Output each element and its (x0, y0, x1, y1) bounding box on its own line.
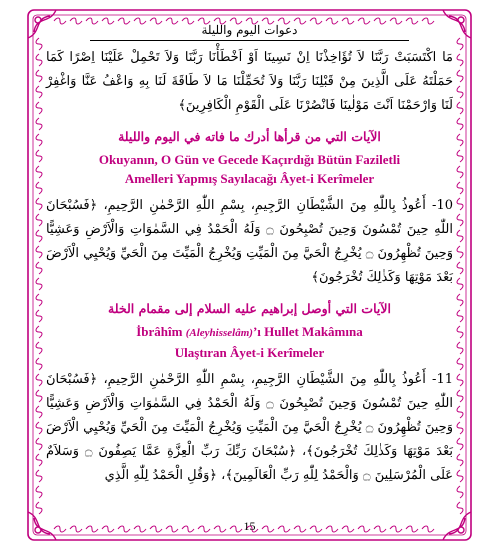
frame-scroll-ornament (36, 310, 42, 322)
frame-scroll-ornament (457, 54, 463, 66)
frame-scroll-ornament (457, 38, 463, 50)
section1-turkish-heading-line1: Okuyanın, O Gün ve Gecede Kaçırdığı Bütün Faziletli (98, 152, 401, 167)
frame-scroll-ornament (36, 214, 42, 226)
frame-scroll-ornament (36, 118, 42, 130)
frame-scroll-ornament (457, 182, 463, 194)
frame-scroll-ornament (36, 182, 42, 194)
page-header (90, 22, 409, 41)
frame-scroll-ornament (457, 70, 463, 82)
frame-scroll-ornament (457, 470, 463, 482)
frame-scroll-ornament (457, 486, 463, 498)
frame-scroll-ornament (457, 342, 463, 354)
frame-scroll-ornament (36, 150, 42, 162)
frame-scroll-ornament (457, 358, 463, 370)
frame-scroll-ornament (36, 294, 42, 306)
section2-turkish-heading-line1 (46, 322, 453, 343)
frame-scroll-ornament (36, 342, 42, 354)
section1-turkish-heading (46, 150, 453, 188)
section2-turkish-heading-line2: Ulaştıran Âyet-i Kerîmeler (174, 345, 325, 360)
frame-scroll-ornament (36, 406, 42, 418)
frame-scroll-ornament (457, 118, 463, 130)
frame-scroll-ornament (457, 374, 463, 386)
frame-scroll-ornament (457, 198, 463, 210)
frame-scroll-ornament (36, 374, 42, 386)
frame-scroll-ornament (36, 358, 42, 370)
frame-scroll-ornament (457, 502, 463, 514)
section2-arabic-body: 11- أَعُوذُ بِاللّٰهِ مِنَ الشَّيْطَانِ الرَّجِيمِ، بِسْمِ اللّٰهِ الرَّحْمٰنِ الرَّحِيمِ، ﴿فَسُبْحَانَ اللّٰهِ حِينَ تُمْسُونَ وَحِينَ تُصْبِحُونَ ۝ وَلَهُ الْحَمْدُ فِي السَّمٰوَاتِ وَالْاَرْضِ وَعَشِيًّا وَحِينَ تُظْهِرُونَ ۝ يُخْرِجُ الْحَيَّ مِنَ الْمَيِّتِ وَيُخْرِجُ الْمَيِّتَ مِنَ الْحَيِّ وَيُحْيِي الْاَرْضَ بَعْدَ مَوْتِهَا وَكَذٰلِكَ تُخْرَجُونَ﴾، ﴿سُبْحَانَ رَبِّكَ رَبِّ الْعِزَّةِ عَمَّا يَصِفُونَ ۝ وَسَلاَمٌ عَلَى الْمُرْسَلِينَ ۝ وَالْحَمْدُ لِلّٰهِ رَبِّ الْعَالَمِينَ﴾، ﴿وَقُلِ الْحَمْدُ لِلّٰهِ الَّذِي (46, 372, 454, 483)
heading-honorific: (Aleyhisselâm) (185, 327, 253, 339)
section2-turkish-heading (46, 322, 453, 362)
frame-scroll-ornament (36, 198, 42, 210)
frame-scroll-ornament (36, 230, 42, 242)
heading-name: İbrâhîm (136, 324, 183, 339)
frame-scroll-ornament (36, 262, 42, 274)
page-number: 15 (243, 519, 256, 533)
frame-scroll-ornament (457, 230, 463, 242)
intro-arabic-text: مَا اكْتَسَبَتْ رَبَّنَا لاَ تُؤَاخِذْنَا اِنْ نَسِينَا اَوْ اَخْطَأْنَا رَبَّنَا وَلاَ تَحْمِلْ عَلَيْنَا اِصْرًا كَمَا حَمَلْتَهُ عَلَى الَّذِينَ مِنْ قَبْلِنَا رَبَّنَا وَلاَ تُحَمِّلْنَا مَا لاَ طَاقَةَ لَنَا بِهِ وَاعْفُ عَنَّا وَاغْفِرْ لَنَا وَارْحَمْنَا اَنْتَ مَوْلٰينَا فَانْصُرْنَا عَلَى الْقَوْمِ الْكَافِرِينَ﴾ (46, 50, 453, 113)
section1-turkish-heading-line2: Amelleri Yapmış Sayılacağı Âyet-i Kerîmeler (124, 171, 375, 186)
frame-scroll-ornament (36, 86, 42, 98)
frame-scroll-ornament (36, 502, 42, 514)
frame-scroll-ornament (36, 166, 42, 178)
frame-scroll-ornament (457, 134, 463, 146)
frame-scroll-ornament (36, 102, 42, 114)
frame-scroll-ornament (422, 18, 434, 24)
frame-scroll-ornament (36, 134, 42, 146)
frame-scroll-ornament (457, 406, 463, 418)
frame-scroll-ornament (36, 486, 42, 498)
frame-scroll-ornament (36, 38, 42, 50)
frame-scroll-ornament (36, 470, 42, 482)
corner-flourish (28, 10, 56, 38)
frame-scroll-ornament (457, 294, 463, 306)
frame-scroll-ornament (457, 102, 463, 114)
frame-scroll-ornament (457, 422, 463, 434)
frame-scroll-ornament (457, 262, 463, 274)
frame-scroll-ornament (36, 326, 42, 338)
frame-scroll-ornament (457, 326, 463, 338)
frame-scroll-ornament (36, 422, 42, 434)
corner-flourish (443, 10, 471, 38)
frame-scroll-ornament (457, 166, 463, 178)
frame-scroll-ornament (36, 438, 42, 450)
page-content (46, 46, 453, 488)
heading-rest: ’ı Hullet Makâmına (252, 324, 363, 339)
frame-scroll-ornament (457, 438, 463, 450)
frame-scroll-ornament (70, 18, 82, 24)
header-title: دعوات اليوم والليلة (201, 23, 298, 37)
frame-scroll-ornament (457, 246, 463, 258)
section1-arabic-heading: الآيات التي من قرأها أدرك ما فاته في اليوم والليلة (118, 129, 381, 144)
frame-scroll-ornament (36, 246, 42, 258)
frame-scroll-ornament (457, 150, 463, 162)
frame-scroll-ornament (36, 390, 42, 402)
frame-scroll-ornament (457, 214, 463, 226)
frame-scroll-ornament (36, 70, 42, 82)
frame-scroll-ornament (457, 390, 463, 402)
frame-scroll-ornament (457, 454, 463, 466)
frame-scroll-ornament (457, 278, 463, 290)
section2-arabic-heading: الآيات التي أوصل إبراهيم عليه السلام إلى مقمام الخلة (108, 301, 391, 316)
frame-scroll-ornament (457, 86, 463, 98)
section1-arabic-body: 10- أَعُوذُ بِاللّٰهِ مِنَ الشَّيْطَانِ الرَّجِيمِ، بِسْمِ اللّٰهِ الرَّحْمٰنِ الرَّحِيمِ، ﴿فَسُبْحَانَ اللّٰهِ حِينَ تُمْسُونَ وَحِينَ تُصْبِحُونَ ۝ وَلَهُ الْحَمْدُ فِي السَّمٰوَاتِ وَالْاَرْضِ وَعَشِيًّا وَحِينَ تُظْهِرُونَ ۝ يُخْرِجُ الْحَيَّ مِنَ الْمَيِّتِ وَيُخْرِجُ الْمَيِّتَ مِنَ الْحَيِّ وَيُحْيِي الْاَرْضَ بَعْدَ مَوْتِهَا وَكَذٰلِكَ تُخْرَجُونَ﴾ (46, 198, 454, 285)
frame-scroll-ornament (36, 454, 42, 466)
frame-scroll-ornament (36, 278, 42, 290)
frame-scroll-ornament (36, 54, 42, 66)
frame-scroll-ornament (54, 18, 66, 24)
frame-scroll-ornament (457, 310, 463, 322)
